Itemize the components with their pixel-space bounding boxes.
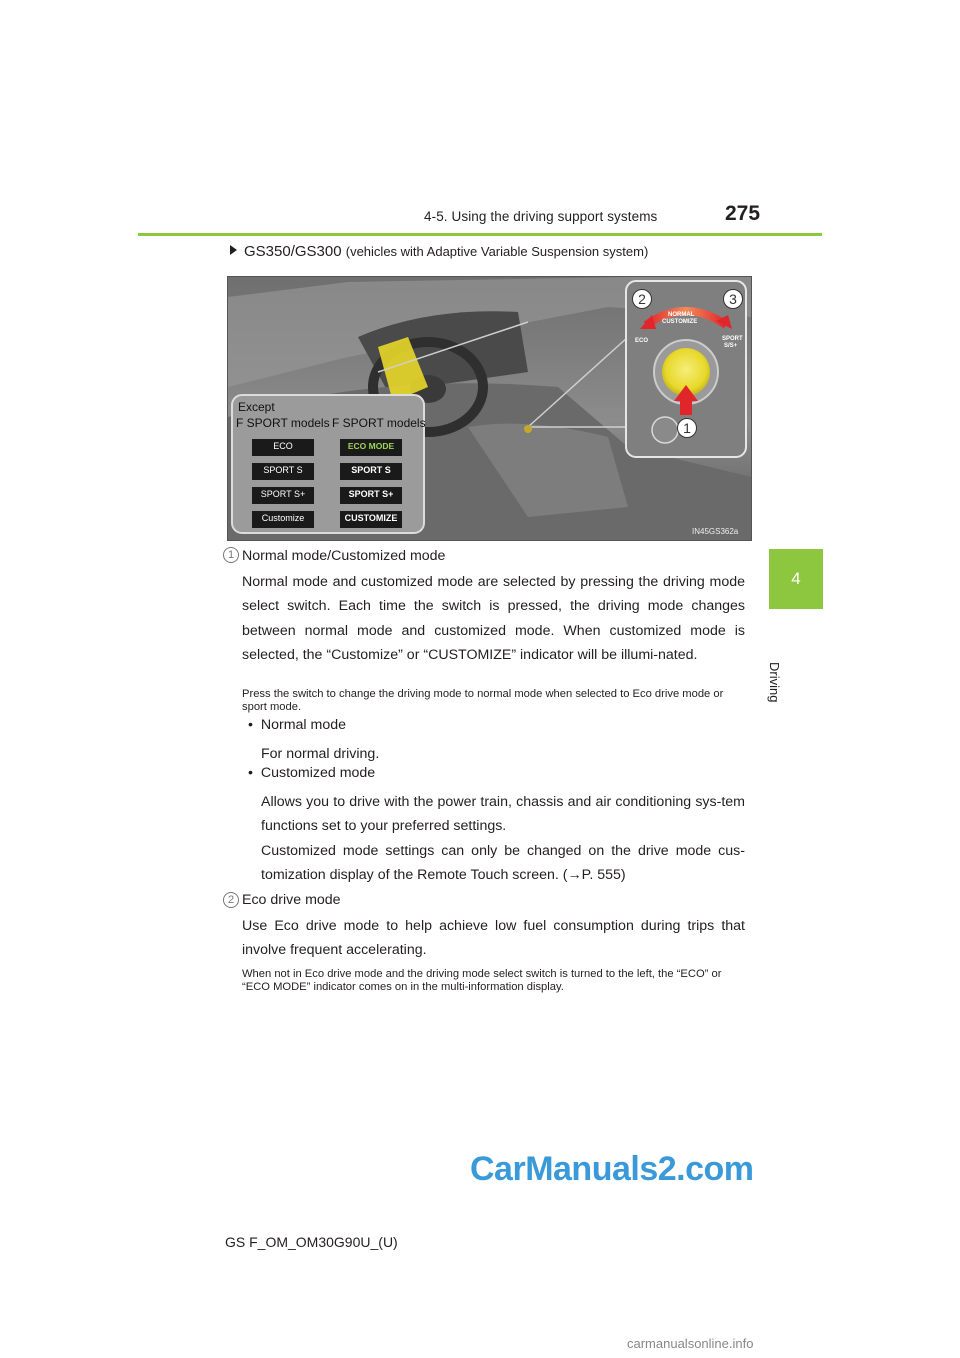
indicator-sport-s-f: SPORT S xyxy=(351,465,391,475)
footer-code: GS F_OM_OM30G90U_(U) xyxy=(225,1234,398,1250)
figure-code: IN45GS362a xyxy=(692,527,739,536)
heading-main: GS350/GS300 xyxy=(244,243,342,260)
callout-1: 1 xyxy=(677,418,697,438)
item-1-body: Normal mode and customized mode are selected by pressing the driving mode select switch. Each time the switch is pressed, the driving mode changes between normal mode and customized mode. When customized mode is selected, the “Customize” or “CUSTOMIZE” indicator will be illumi-nated. xyxy=(242,574,745,664)
watermark-small: carmanualsonline.info xyxy=(627,1336,754,1351)
indicator-customize: Customize xyxy=(261,513,305,523)
item-1-marker: 1 xyxy=(223,547,239,563)
indicator-customize-f: CUSTOMIZE xyxy=(344,513,398,523)
section-title: 4-5. Using the driving support systems xyxy=(424,209,658,224)
item-1-note: Press the switch to change the driving mode to normal mode when selected to Eco drive mode or sport mode. xyxy=(242,688,724,713)
triangle-bullet-icon xyxy=(230,245,237,255)
indicator-eco-mode: ECO MODE xyxy=(347,441,395,451)
bullet-normal-text: For normal driving. xyxy=(261,746,380,762)
bullet-normal-title: Normal mode xyxy=(260,717,347,733)
item-2-title: Eco drive mode xyxy=(242,892,341,908)
chapter-tab xyxy=(769,549,823,609)
chapter-label: Driving xyxy=(767,662,782,703)
item-2-marker: 2 xyxy=(223,892,239,908)
item-1-title: Normal mode/Customized mode xyxy=(242,548,446,564)
header-rule xyxy=(138,233,822,236)
label-fsport-b: F SPORT models xyxy=(332,416,426,430)
bullet-customized-text-1: Allows you to drive with the power train, chassis and air conditioning sys-tem functions set to your preferred settings. xyxy=(261,794,745,835)
indicator-sport-s-plus: SPORT S+ xyxy=(260,489,306,499)
chapter-number: 4 xyxy=(791,569,801,588)
dashboard-illustration xyxy=(227,276,752,541)
page-number: 275 xyxy=(725,202,761,225)
bullet-customized-text-2: Customized mode settings can only be changed on the drive mode cus-tomization display of the Remote Touch screen. (→P. 555) xyxy=(261,843,745,884)
chapter-label-container xyxy=(767,612,814,703)
label-fsport-a: F SPORT models xyxy=(236,416,330,430)
watermark-carmanuals: CarManuals2.com xyxy=(470,1150,754,1188)
heading-sub: (vehicles with Adaptive Variable Suspension system) xyxy=(345,244,649,259)
section-heading xyxy=(230,243,648,260)
dial-label-customize: CUSTOMIZE xyxy=(662,319,698,325)
dial-label-eco: ECO xyxy=(635,338,649,344)
callout-2: 2 xyxy=(632,289,652,309)
item-2-body: Use Eco drive mode to help achieve low fuel consumption during trips that involve frequent accelerating. xyxy=(242,918,745,959)
dial-label-sport: SPORT xyxy=(722,336,743,342)
bullet-normal-mode: • Normal mode xyxy=(248,717,347,733)
indicator-sport-s-plus-f: SPORT S+ xyxy=(348,489,394,499)
callout-3: 3 xyxy=(723,289,743,309)
label-except: Except xyxy=(238,400,275,414)
bullet-customized-mode: • Customized mode xyxy=(248,765,376,781)
bullet-customized-title: Customized mode xyxy=(260,765,376,781)
item-2-note: When not in Eco drive mode and the driving mode select switch is turned to the left, the “ECO” or “ECO MODE” indicator comes on in the multi-information display. xyxy=(242,968,722,993)
dial-label-normal: NORMAL xyxy=(668,312,695,318)
indicator-sport-s: SPORT S xyxy=(263,465,303,475)
indicator-eco: ECO xyxy=(273,441,293,451)
dial-label-sport-sub: S/S+ xyxy=(724,343,738,349)
